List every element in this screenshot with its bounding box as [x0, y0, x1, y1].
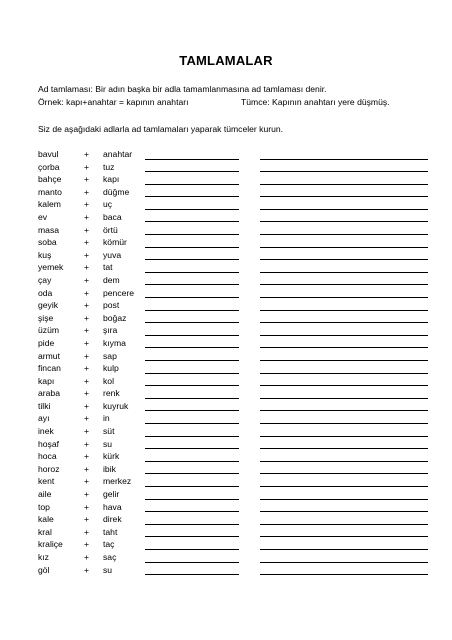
exercise-row: [38, 249, 438, 262]
plus-sign: +: [84, 149, 90, 159]
second-noun: uç: [103, 199, 113, 210]
compound-answer-line[interactable]: [145, 184, 239, 185]
second-noun: kıyma: [103, 337, 126, 348]
plus-sign: +: [84, 300, 90, 311]
first-noun: ev: [38, 211, 48, 222]
exercise-row: [38, 312, 438, 325]
second-noun: gelir: [103, 489, 120, 500]
first-noun: kent: [38, 476, 55, 487]
compound-answer-line[interactable]: [145, 549, 239, 550]
sentence-answer-line[interactable]: [260, 234, 428, 235]
sentence-answer-line[interactable]: [260, 259, 428, 260]
second-noun: süt: [103, 426, 115, 437]
sentence-answer-line[interactable]: [260, 322, 428, 323]
second-noun: su: [103, 438, 113, 449]
first-noun: fincan: [38, 363, 61, 374]
sentence-answer-line[interactable]: [260, 574, 428, 575]
second-noun: saç: [103, 552, 117, 562]
compound-answer-line[interactable]: [145, 499, 239, 500]
first-noun: çay: [38, 274, 52, 285]
compound-answer-line[interactable]: [145, 310, 239, 311]
sentence-answer-line[interactable]: [260, 196, 428, 197]
plus-sign: +: [84, 211, 90, 222]
exercise-row: [38, 299, 438, 312]
compound-answer-line[interactable]: [145, 259, 239, 260]
sentence-answer-line[interactable]: [260, 536, 428, 537]
first-noun: kral: [38, 526, 52, 537]
compound-answer-line[interactable]: [145, 410, 239, 411]
exercise-row: [38, 501, 438, 514]
sentence-answer-line[interactable]: [260, 461, 428, 462]
plus-sign: +: [84, 400, 90, 411]
plus-sign: +: [84, 451, 90, 462]
sentence-answer-line[interactable]: [260, 159, 428, 160]
sentence-answer-line[interactable]: [260, 347, 428, 348]
first-noun: top: [38, 501, 50, 512]
exercise-row: [38, 161, 438, 174]
exercise-row: [38, 173, 438, 186]
compound-answer-line[interactable]: [145, 511, 239, 512]
example-sentence: Tümce: Kapının anahtarı yere düşmüş.: [241, 97, 390, 107]
second-noun: kuyruk: [103, 400, 129, 411]
compound-answer-line[interactable]: [145, 272, 239, 273]
compound-answer-line[interactable]: [145, 335, 239, 336]
first-noun: manto: [38, 186, 62, 197]
second-noun: post: [103, 300, 120, 311]
first-noun: kuş: [38, 249, 52, 260]
sentence-answer-line[interactable]: [260, 184, 428, 185]
first-noun: armut: [38, 350, 60, 361]
plus-sign: +: [84, 312, 90, 323]
compound-answer-line[interactable]: [145, 196, 239, 197]
plus-sign: +: [84, 249, 90, 260]
compound-answer-line[interactable]: [145, 524, 239, 525]
plus-sign: +: [84, 174, 90, 185]
exercise-row: [38, 261, 438, 274]
first-noun: kız: [38, 552, 49, 562]
plus-sign: +: [84, 426, 90, 437]
plus-sign: +: [84, 262, 90, 273]
compound-answer-line[interactable]: [145, 398, 239, 399]
plus-sign: +: [84, 526, 90, 537]
sentence-answer-line[interactable]: [260, 423, 428, 424]
exercise-row: [38, 337, 438, 350]
exercise-row: [38, 400, 438, 413]
exercise-row: [38, 211, 438, 224]
plus-sign: +: [84, 337, 90, 348]
exercise-row: [38, 324, 438, 337]
exercise-row: [38, 513, 438, 526]
exercise-row: [38, 551, 438, 564]
first-noun: tilki: [38, 400, 51, 411]
exercise-row: [38, 438, 438, 451]
compound-answer-line[interactable]: [145, 562, 239, 563]
exercise-row: [38, 475, 438, 488]
exercise-row: [38, 538, 438, 551]
first-noun: kapı: [38, 375, 55, 386]
exercise-row: [38, 463, 438, 476]
second-noun: kömür: [103, 237, 127, 248]
sentence-answer-line[interactable]: [260, 549, 428, 550]
sentence-answer-line[interactable]: [260, 360, 428, 361]
sentence-answer-line[interactable]: [260, 209, 428, 210]
second-noun: hava: [103, 501, 122, 512]
instruction-text: Siz de aşağıdaki adlarla ad tamlamaları yaparak tümceler kurun.: [38, 124, 284, 134]
compound-answer-line[interactable]: [145, 347, 239, 348]
second-noun: kürk: [103, 451, 120, 462]
first-noun: şişe: [38, 312, 54, 323]
first-noun: bahçe: [38, 174, 62, 185]
second-noun: kol: [103, 375, 114, 386]
second-noun: taç: [103, 539, 115, 550]
second-noun: tat: [103, 262, 113, 273]
first-noun: aile: [38, 489, 52, 500]
first-noun: geyik: [38, 300, 59, 311]
sentence-answer-line[interactable]: [260, 410, 428, 411]
exercise-row: [38, 287, 438, 300]
second-noun: su: [103, 564, 113, 575]
example-text: Örnek: kapı+anahtar = kapının anahtarı: [38, 97, 189, 107]
sentence-answer-line[interactable]: [260, 385, 428, 386]
sentence-answer-line[interactable]: [260, 448, 428, 449]
sentence-answer-line[interactable]: [260, 272, 428, 273]
first-noun: çorba: [38, 161, 60, 172]
second-noun: şıra: [103, 325, 118, 336]
second-noun: baca: [103, 211, 122, 222]
first-noun: yemek: [38, 262, 64, 273]
exercise-row: [38, 564, 438, 577]
plus-sign: +: [84, 438, 90, 449]
plus-sign: +: [84, 350, 90, 361]
plus-sign: +: [84, 186, 90, 197]
plus-sign: +: [84, 489, 90, 500]
exercise-row: [38, 488, 438, 501]
exercise-row: [38, 186, 438, 199]
compound-answer-line[interactable]: [145, 423, 239, 424]
sentence-answer-line[interactable]: [260, 473, 428, 474]
exercise-table: [38, 148, 438, 576]
exercise-row: [38, 362, 438, 375]
compound-answer-line[interactable]: [145, 574, 239, 575]
first-noun: araba: [38, 388, 60, 399]
definition-text: Ad tamlaması: Bir adın başka bir adla tamamlanmasına ad tamlaması denir.: [38, 84, 327, 94]
second-noun: sap: [103, 350, 117, 361]
second-noun: yuva: [103, 249, 122, 260]
second-noun: tuz: [103, 161, 115, 172]
first-noun: masa: [38, 224, 60, 235]
compound-answer-line[interactable]: [145, 322, 239, 323]
first-noun: üzüm: [38, 325, 60, 336]
sentence-answer-line[interactable]: [260, 398, 428, 399]
plus-sign: +: [84, 552, 90, 562]
second-noun: kapı: [103, 174, 120, 185]
compound-answer-line[interactable]: [145, 297, 239, 298]
plus-sign: +: [84, 274, 90, 285]
first-noun: kraliçe: [38, 539, 63, 550]
plus-sign: +: [84, 237, 90, 248]
plus-sign: +: [84, 514, 90, 525]
first-noun: inek: [38, 426, 54, 437]
first-noun: pide: [38, 337, 55, 348]
plus-sign: +: [84, 388, 90, 399]
first-noun: oda: [38, 287, 53, 298]
sentence-answer-line[interactable]: [260, 310, 428, 311]
exercise-row: [38, 198, 438, 211]
compound-answer-line[interactable]: [145, 486, 239, 487]
sentence-answer-line[interactable]: [260, 486, 428, 487]
second-noun: düğme: [103, 186, 130, 197]
plus-sign: +: [84, 463, 90, 474]
sentence-answer-line[interactable]: [260, 524, 428, 525]
exercise-row: [38, 224, 438, 237]
second-noun: taht: [103, 526, 118, 537]
plus-sign: +: [84, 325, 90, 336]
compound-answer-line[interactable]: [145, 448, 239, 449]
exercise-row: [38, 425, 438, 438]
sentence-answer-line[interactable]: [260, 562, 428, 563]
compound-answer-line[interactable]: [145, 234, 239, 235]
plus-sign: +: [84, 199, 90, 210]
compound-answer-line[interactable]: [145, 360, 239, 361]
compound-answer-line[interactable]: [145, 373, 239, 374]
page-title: TAMLAMALAR: [179, 53, 273, 68]
second-noun: kulp: [103, 363, 119, 374]
first-noun: hoca: [38, 451, 57, 462]
plus-sign: +: [84, 375, 90, 386]
first-noun: ayı: [38, 413, 50, 424]
first-noun: göl: [38, 564, 50, 575]
exercise-row: [38, 236, 438, 249]
sentence-answer-line[interactable]: [260, 499, 428, 500]
compound-answer-line[interactable]: [145, 385, 239, 386]
plus-sign: +: [84, 161, 90, 172]
plus-sign: +: [84, 363, 90, 374]
second-noun: pencere: [103, 287, 135, 298]
exercise-row: [38, 350, 438, 363]
exercise-row: [38, 148, 438, 161]
sentence-answer-line[interactable]: [260, 335, 428, 336]
second-noun: in: [103, 413, 110, 424]
plus-sign: +: [84, 564, 90, 575]
exercise-row: [38, 375, 438, 388]
plus-sign: +: [84, 501, 90, 512]
exercise-row: [38, 387, 438, 400]
compound-answer-line[interactable]: [145, 461, 239, 462]
compound-answer-line[interactable]: [145, 536, 239, 537]
first-noun: hoşaf: [38, 438, 60, 449]
first-noun: soba: [38, 237, 57, 248]
plus-sign: +: [84, 287, 90, 298]
second-noun: ibik: [103, 463, 116, 474]
sentence-answer-line[interactable]: [260, 171, 428, 172]
compound-answer-line[interactable]: [145, 159, 239, 160]
compound-answer-line[interactable]: [145, 436, 239, 437]
compound-answer-line[interactable]: [145, 209, 239, 210]
sentence-answer-line[interactable]: [260, 511, 428, 512]
exercise-row: [38, 450, 438, 463]
compound-answer-line[interactable]: [145, 221, 239, 222]
plus-sign: +: [84, 539, 90, 550]
sentence-answer-line[interactable]: [260, 284, 428, 285]
compound-answer-line[interactable]: [145, 284, 239, 285]
first-noun: bavul: [38, 149, 59, 159]
second-noun: anahtar: [103, 149, 133, 159]
second-noun: örtü: [103, 224, 118, 235]
first-noun: kale: [38, 514, 54, 525]
exercise-row: [38, 412, 438, 425]
compound-answer-line[interactable]: [145, 171, 239, 172]
sentence-answer-line[interactable]: [260, 221, 428, 222]
exercise-row: [38, 274, 438, 287]
compound-answer-line[interactable]: [145, 473, 239, 474]
compound-answer-line[interactable]: [145, 247, 239, 248]
plus-sign: +: [84, 224, 90, 235]
second-noun: renk: [103, 388, 120, 399]
second-noun: boğaz: [103, 312, 127, 323]
plus-sign: +: [84, 413, 90, 424]
first-noun: kalem: [38, 199, 61, 210]
exercise-row: [38, 526, 438, 539]
sentence-answer-line[interactable]: [260, 436, 428, 437]
sentence-answer-line[interactable]: [260, 297, 428, 298]
second-noun: merkez: [103, 476, 132, 487]
sentence-answer-line[interactable]: [260, 247, 428, 248]
second-noun: dem: [103, 274, 120, 285]
first-noun: horoz: [38, 463, 60, 474]
second-noun: direk: [103, 514, 122, 525]
sentence-answer-line[interactable]: [260, 373, 428, 374]
plus-sign: +: [84, 476, 90, 487]
